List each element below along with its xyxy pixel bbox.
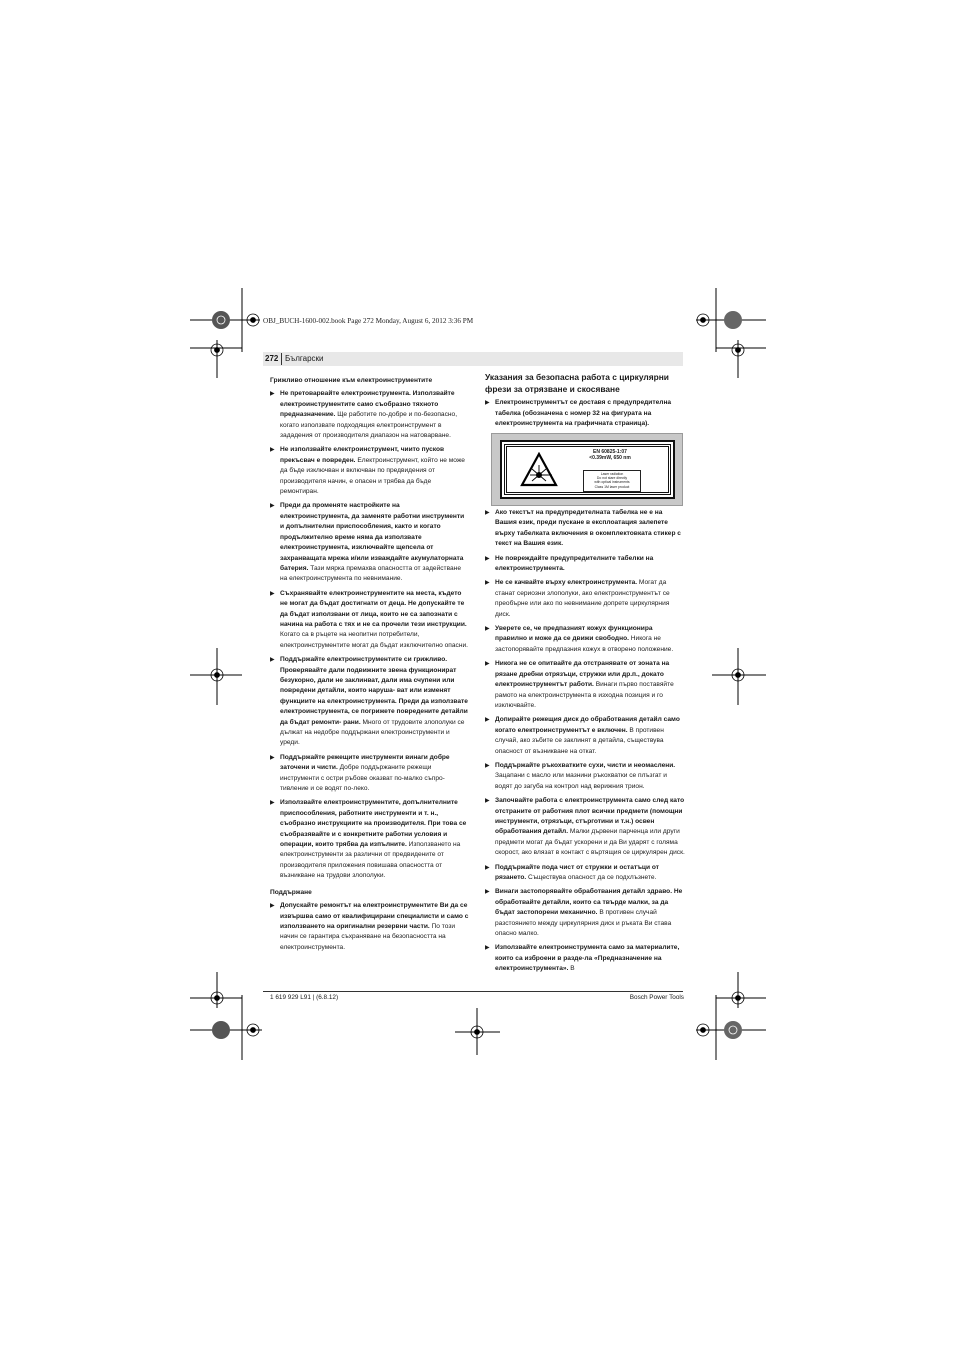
bullet-bold-text: Ако текстът на предупредителната табелка не е на Вашия език, преди пускане в експлоатация залепете върху табелката включения в окомплектовката стикер с текст на Вашия език. (495, 509, 681, 548)
bullet-arrow-icon: ▶ (270, 590, 275, 597)
bullet-item (270, 589, 470, 651)
bullet-item (270, 445, 470, 497)
bullet-body-text: Ще работите по-добре и по-безопасно, когато използвате подходящия електроинструмент в зададения от производителя диапазон на натоварване. (280, 411, 458, 440)
bullet-body-text: Много от трудовите злополуки се дължат на недобре поддържани електроинструменти и уреди. (280, 718, 465, 747)
bullet-body-text: По този начин се гарантира съхраняване на безопасността на електроинструмента. (280, 922, 456, 951)
bullet-body-text: Добре поддържаните режещи инструменти с остри ръбове оказват по-малко съпро- тивление и се водят по-леко. (280, 764, 445, 793)
laser-norm-text: EN 60825-1:07 <0.39mW, 650 nm (589, 449, 631, 461)
bullet-bold-text: Допускайте ремонтът на електроинструментите Ви да се извършва само от квалифицирани специалисти и само с използването на оригинални резервни части. (280, 902, 469, 930)
bullet-arrow-icon: ▶ (270, 447, 275, 454)
page-header-divider (281, 353, 282, 365)
bullet-arrow-icon: ▶ (270, 903, 275, 910)
bullet-bold-text: Започвайте работа с електроинструмента само след като отстраните от работния плот всички предмети (помощни инструменти, отрязъци, стърготини и т.н.) освен обработвания детайл. (495, 797, 685, 836)
bullet-bold-text: Електроинструментът се доставя с предупредителна табелка (обозначена с номер 32 на фигурата на електроинструмента на графичната страница). (495, 399, 672, 427)
bullet-item (270, 753, 470, 795)
bullet-item (485, 659, 685, 711)
footer-brand: Bosch Power Tools (629, 994, 684, 1001)
bullet-arrow-icon: ▶ (485, 889, 490, 896)
laser-hazard-icon (520, 452, 558, 488)
bullet-item (270, 501, 470, 584)
bullet-item (485, 398, 685, 429)
bullet-item (485, 887, 685, 939)
bullet-arrow-icon: ▶ (485, 400, 490, 407)
footer-doc-number: 1 619 929 L91 | (6.8.12) (270, 994, 339, 1001)
bullet-arrow-icon: ▶ (485, 555, 490, 562)
footer-rule (263, 991, 683, 992)
bullet-body-text: Електроинструмент, който не може да бъде изключван и включван по предвидения от производителя начин, е опасен и трябва да бъде ремонтиран. (280, 456, 465, 496)
bullet-bold-text: Поддържайте пода чист от стружки и остатъци от рязането. (495, 863, 659, 881)
bullet-bold-text: Поддържайте режещите инструменти винаги добре заточени и чисти. (280, 753, 450, 772)
bullet-body-text: Използването на електроинструменти за различни от предвидените от производителя приложения повишава опасността от възникване на трудови злополуки. (280, 841, 461, 880)
bullet-bold-text: Не използвайте електроинструмент, чиито пусков прекъсвач е повреден. (280, 446, 445, 464)
bullet-item (270, 798, 470, 881)
bullet-body-text: Тази мярка премахва опасността от задействане на електроинструмента по невнимание. (280, 564, 461, 583)
bullet-bold-text: Никога не се опитвайте да отстранявате от зоната на рязане дребни отрязъци, стружки или др.п., докато електроинструментът работи. (495, 660, 670, 689)
bullet-item (485, 715, 685, 757)
bullet-item (485, 508, 685, 550)
bullet-item (270, 655, 470, 749)
bullet-body-text: Могат да станат сериозни злополуки, ако електроинструментът се преобърне или ако по невнимание допрете циркулярния диск. (495, 579, 670, 618)
page-number: 272 (265, 354, 279, 363)
bullet-body-text: Зацапани с масло или мазнини ръкохватки се плъзгат и водят до загуба на контрол над верижния трион. (495, 772, 667, 790)
bullet-body-text: В противен случай, ако зъбите се заклинят в детайла, съществува опасност от възникване на откат. (495, 726, 664, 755)
bullet-item (270, 389, 470, 441)
bullet-bold-text: Не претоварвайте електроинструмента. Използвайте електроинструментите само съобразно тяхното предназначение. (280, 390, 455, 419)
bullet-arrow-icon: ▶ (485, 798, 490, 805)
first-safety-item (485, 398, 685, 429)
section-heading-saw-safety: Указания за безопасна работа с циркулярни фрези за отрязване и скосяване (485, 372, 669, 394)
bullet-item (270, 901, 470, 953)
care-list (270, 389, 470, 881)
bullet-arrow-icon: ▶ (270, 503, 275, 510)
bullet-bold-text: Използвайте електроинструмента само за материалите, които са изброени в разде-ла «Предназначение на електроинструмента». (495, 944, 680, 973)
right-column-continued (485, 508, 685, 979)
language-label: Български (285, 354, 324, 363)
bullet-body-text: Когато са в ръцете на неопитни потребители, електроинструментите могат да бъдат изключително опасни. (280, 631, 468, 649)
bullet-bold-text: Преди да променяте настройките на електроинструмента, да заменяте работни инструменти и допълнителни приспособления, както и когато продължително време няма да използвате електроинструмента, изключвайте щепсела от захранващата мрежа и/или изваждайте акумулаторната батерия. (280, 502, 465, 572)
page-header-bar (263, 352, 683, 366)
bullet-arrow-icon: ▶ (485, 864, 490, 871)
bullet-arrow-icon: ▶ (485, 661, 490, 668)
bullet-bold-text: Не повреждайте предупредителните табелки на електроинструмента. (495, 554, 654, 573)
bullet-arrow-icon: ▶ (485, 945, 490, 952)
bullet-arrow-icon: ▶ (485, 717, 490, 724)
laser-label-frame (500, 440, 675, 499)
bullet-bold-text: Уверете се, че предпазният кожух функционира правилно и може да се движи свободно. (495, 625, 653, 643)
right-column (485, 372, 685, 433)
bullet-bold-text: Съхранявайте електроинструментите на места, където не могат да бъдат достигнати от деца. Не допускайте те да бъдат използвани от лица, които не са запознати с начина на работа с тях и не са прочели тези инструкции. (280, 589, 467, 628)
bullet-item (485, 578, 685, 620)
bullet-item (485, 943, 685, 974)
bullet-body-text: Съществува опасност да се подхлъзнете. (526, 874, 657, 881)
bullet-arrow-icon: ▶ (270, 800, 275, 807)
left-column (270, 372, 470, 957)
file-info-line: OBJ_BUCH-1600-002.book Page 272 Monday, August 6, 2012 3:36 PM (263, 317, 474, 325)
bullet-arrow-icon: ▶ (270, 657, 275, 664)
bullet-arrow-icon: ▶ (485, 762, 490, 769)
bullet-arrow-icon: ▶ (485, 580, 490, 587)
bullet-body-text: Винаги първо поставяйте рамото на електроинструмента в изходна позиция и го изключвайте. (495, 681, 674, 709)
bullet-arrow-icon: ▶ (270, 754, 275, 761)
laser-warning-label (491, 433, 683, 506)
bullet-bold-text: Използвайте електроинструментите, допълнителните приспособления, работните инструменти и т. н., съобразно инструкциите на производителя. При това се съобразявайте и с конкретните работни условия и операции, които трябва да изпълните. (280, 799, 467, 849)
bullet-bold-text: Винаги застопорявайте обработвания детайл здраво. Не обработвайте детайли, които са твърде малки, за да бъдат застопорени механично. (495, 888, 683, 917)
bullet-item (485, 796, 685, 858)
bullet-body-text: Малки дървени парченца или други предмети могат да бъдат ускорени и да Ви ударят с голяма скорост, ако влязат в контакт с въртящия се циркулярен диск. (495, 828, 685, 857)
bullet-arrow-icon: ▶ (485, 626, 490, 633)
bullet-body-text: В (568, 965, 575, 973)
bullet-bold-text: Поддържайте ръкохватките сухи, чисти и неомаслени. (495, 761, 676, 769)
bullet-body-text: Никога не застопорявайте предпазния кожух в отворено положение. (495, 635, 674, 653)
bullet-item (485, 761, 685, 792)
bullet-item (485, 624, 685, 655)
bullet-body-text: В противен случай разстоянието между циркулярния диск и ръката Ви става опасно малко. (495, 909, 672, 938)
bullet-bold-text: Поддържайте електроинструментите си грижливо. Проверявайте дали подвижните звена функционират безукорно, дали не заклинват, дали има счупени или повредени детайли, които наруша- ват или изменят функциите на електроинструмента. Преди да използвате електроинструмента, се погрижете повредените детайли да бъдат ремонти- рани. (280, 656, 468, 726)
laser-warning-text: Laser radiation Do not stare directly with optical instruments Class 1M laser product (583, 470, 641, 492)
service-list (270, 901, 470, 953)
bullet-arrow-icon: ▶ (270, 391, 275, 398)
bullet-bold-text: Допирайте режещия диск до обработвания детайл само когато електроинструментът е включен. (495, 716, 680, 734)
bullet-bold-text: Не се качвайте върху електроинструмента. (495, 579, 638, 587)
section-heading-service: Поддържане (270, 888, 312, 896)
bullet-item (485, 863, 685, 884)
bullet-item (485, 554, 685, 575)
bullet-arrow-icon: ▶ (485, 510, 490, 516)
section-heading-care: Грижливо отношение към електроинструментите (270, 377, 433, 384)
saw-safety-list (485, 508, 685, 975)
